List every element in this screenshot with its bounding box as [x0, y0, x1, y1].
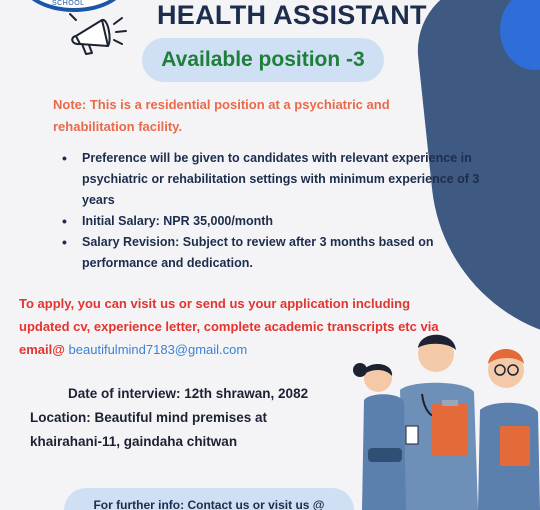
- location-line-2: khairahani-11, gaindaha chitwan: [30, 434, 238, 449]
- further-info-text: For further info: Contact us or visit us @: [93, 498, 325, 510]
- requirements-list: [62, 148, 482, 274]
- position-badge: [142, 38, 384, 82]
- nurse-right-figure: [478, 349, 540, 510]
- further-info-badge: [64, 488, 354, 510]
- interview-details: [30, 382, 360, 454]
- logo-text: SCHOOL: [52, 0, 85, 7]
- list-item: • Initial Salary: NPR 35,000/month: [62, 211, 482, 232]
- apply-text: To apply, you can visit us or send us your application including updated cv, experience letter, complete academic transcripts etc via: [19, 296, 439, 334]
- nurses-illustration: [340, 330, 540, 510]
- megaphone-icon: [62, 6, 132, 58]
- nurse-middle-figure: [400, 335, 478, 510]
- page-title: HEALTH ASSISTANT: [157, 0, 427, 30]
- residential-note: Note: This is a residential position at a psychiatric and rehabilitation facility.: [53, 97, 390, 134]
- interview-date: Date of interview: 12th shrawan, 2082: [68, 386, 309, 401]
- list-item: • Salary Revision: Subject to review after 3 months based on performance and dedication.: [62, 232, 482, 274]
- email-link[interactable]: beautifulmind7183@gmail.com: [68, 342, 248, 357]
- position-text: Available position -3: [161, 48, 365, 71]
- location-line-1: Location: Beautiful mind premises at: [30, 410, 268, 425]
- list-item: • Preference will be given to candidates with relevant experience in psychiatric or rehabilitation settings with minimum experience of 3 years: [62, 148, 482, 211]
- email-label: email@: [19, 342, 65, 357]
